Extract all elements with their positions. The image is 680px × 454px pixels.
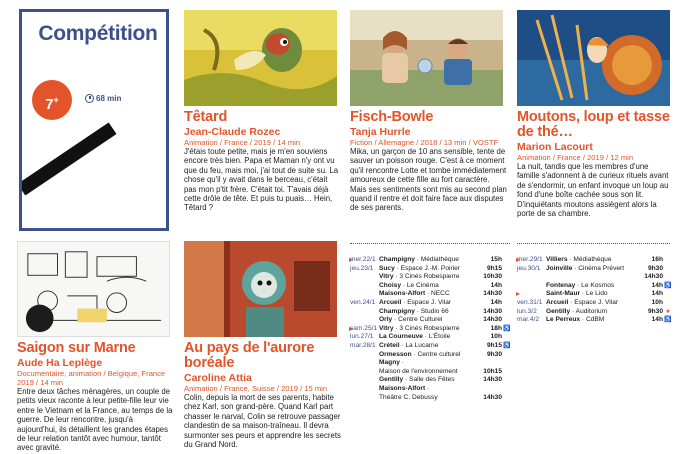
screening-venue: Arcueil · Espace J. Vilar bbox=[546, 298, 619, 306]
accessibility-icon: ♿ bbox=[664, 317, 672, 324]
screening-venue bbox=[546, 273, 641, 282]
film-meta: Animation / France / 2019 / 12 min bbox=[517, 153, 634, 162]
accessibility-icon: ★ bbox=[665, 308, 671, 315]
icon-slot bbox=[502, 290, 512, 299]
screening-row bbox=[350, 299, 512, 308]
film-synopsis: Mika, un garçon de 10 ans sensible, tente de sauver un poisson rouge. C'est à ce moment qu'il rencontre Lotte et tombe immédiatement amoureux de cette fille au fort caractère. Mais ses sentiments sont mis au second plan quand il rentre et doit faire face aux disputes de ses parents. bbox=[350, 147, 507, 213]
film-title: Fisch-Bowle bbox=[350, 109, 434, 125]
screening-row bbox=[350, 256, 512, 265]
icon-slot bbox=[502, 273, 512, 282]
screening-venue: Ormesson · Centre culturel bbox=[379, 350, 461, 358]
screening-row bbox=[350, 385, 512, 394]
screening-date bbox=[517, 273, 546, 282]
screening-time bbox=[480, 359, 502, 368]
screening-time: 14h bbox=[651, 290, 663, 298]
icon-slot bbox=[502, 394, 512, 403]
saigon-image bbox=[17, 241, 170, 337]
screening-venue: Joinville · Cinéma Prévert bbox=[546, 264, 625, 272]
icon-slot bbox=[502, 265, 512, 274]
screening-row bbox=[350, 359, 512, 368]
screening-time: 18h bbox=[490, 324, 502, 332]
schedule-left bbox=[350, 256, 512, 402]
screening-venue: Maison de l'environnement bbox=[379, 367, 458, 375]
screening-row bbox=[350, 342, 512, 351]
schedule-right bbox=[517, 256, 673, 325]
icon-slot bbox=[663, 290, 673, 299]
screening-date bbox=[350, 368, 379, 377]
screening-venue: Maisons-Alfort · NECC bbox=[379, 290, 450, 298]
icon-slot bbox=[502, 368, 512, 377]
film-meta: Fiction / Allemagne / 2018 / 13 min / VOSTF bbox=[350, 138, 499, 147]
screening-date bbox=[350, 394, 379, 403]
aurore-image bbox=[184, 241, 337, 337]
screening-time: 10h bbox=[490, 333, 502, 341]
screening-date: mar.4/2 bbox=[517, 316, 539, 324]
screening-date: jeu.23/1 bbox=[350, 264, 374, 272]
screening-venue: Magny · bbox=[379, 359, 404, 367]
screening-row bbox=[517, 290, 673, 299]
icon-slot bbox=[502, 256, 512, 265]
screening-row bbox=[517, 256, 673, 265]
screening-time: 9h15 bbox=[486, 264, 502, 272]
screening-venue: Maisons-Alfort · bbox=[379, 384, 430, 392]
film-director: Marion Lacourt bbox=[517, 141, 593, 153]
screening-time: 9h30 bbox=[647, 264, 663, 272]
accessibility-icon: ♿ bbox=[503, 342, 511, 349]
screening-date bbox=[350, 385, 379, 394]
icon-slot bbox=[663, 265, 673, 274]
film-meta: Animation / France, Suisse / 2019 / 15 min bbox=[184, 384, 328, 393]
screening-row bbox=[350, 376, 512, 385]
screening-venue: Saint-Maur · Le Lido bbox=[546, 290, 608, 298]
icon-slot bbox=[502, 282, 512, 291]
film-aurore bbox=[184, 341, 342, 449]
screening-date bbox=[517, 290, 546, 299]
screening-venue: Arcueil · Espace J. Vilar bbox=[379, 298, 452, 306]
film-synopsis: Colin, depuis la mort de ses parents, habite chez Karl, son grand-père. Quand Karl part chasser le narval, Colin se retrouve passager clandestin de sa maison-traîneau. Il devra surmonter ses peurs et apprendre les secrets du Grand Nord. bbox=[184, 393, 341, 450]
screening-date bbox=[350, 351, 379, 360]
film-meta: Animation / France / 2019 / 14 min bbox=[184, 138, 301, 147]
screening-row bbox=[517, 282, 673, 291]
film-director: Jean-Claude Rozec bbox=[184, 126, 281, 138]
screening-date bbox=[350, 273, 379, 282]
screening-date: ven.24/1 bbox=[350, 298, 376, 306]
screening-date bbox=[350, 308, 379, 317]
screening-date bbox=[350, 316, 379, 325]
icon-slot bbox=[502, 316, 512, 325]
screening-row bbox=[350, 290, 512, 299]
diagonal-stripe bbox=[19, 122, 117, 195]
screening-time: 15h bbox=[490, 256, 502, 263]
screening-row bbox=[350, 282, 512, 291]
screening-date: mer.29/1 bbox=[517, 256, 546, 265]
screening-row bbox=[517, 299, 673, 308]
screening-time: 14h30 bbox=[483, 307, 502, 315]
accessibility-icon: ♿ bbox=[503, 325, 511, 332]
screening-row bbox=[517, 316, 673, 325]
screening-date bbox=[517, 282, 546, 291]
schedule-divider bbox=[350, 243, 510, 244]
screening-venue: Orly · Centre Culturel bbox=[379, 316, 443, 324]
screening-time: 16h bbox=[651, 256, 663, 263]
film-title: Têtard bbox=[184, 109, 228, 125]
screening-time: 10h30 bbox=[483, 273, 502, 281]
screening-date: lun.3/2 bbox=[517, 307, 537, 315]
screening-time bbox=[480, 385, 502, 394]
screening-date: sam.25/1 bbox=[350, 324, 378, 332]
screening-time: 14h bbox=[490, 298, 502, 306]
screening-time: 10h bbox=[651, 298, 663, 306]
screening-time: 14h30 bbox=[644, 273, 663, 281]
screening-time: 14h30 bbox=[483, 290, 502, 298]
screening-venue: Théâtre C. Debussy bbox=[379, 393, 438, 401]
screening-row bbox=[517, 265, 673, 274]
screening-row bbox=[350, 351, 512, 360]
film-director: Tanja Hurrle bbox=[350, 126, 411, 138]
film-director: Aude Ha Leplège bbox=[17, 357, 103, 369]
film-tetard bbox=[184, 110, 339, 213]
screening-time: 14h30 bbox=[483, 316, 502, 324]
screening-venue: Gentilly · Auditorium bbox=[546, 307, 608, 315]
screening-date bbox=[350, 376, 379, 385]
screening-time: 9h30 bbox=[647, 307, 663, 315]
screening-date: lun.27/1 bbox=[350, 333, 374, 341]
film-title: Moutons, loup et tasse de thé… bbox=[517, 109, 670, 140]
icon-slot bbox=[502, 385, 512, 394]
screening-time: 14h bbox=[651, 316, 663, 324]
screening-venue: Vitry · 3 Cinés Robespierre bbox=[379, 324, 460, 332]
fisch-bowle-image bbox=[350, 10, 503, 106]
icon-slot bbox=[502, 351, 512, 360]
competition-box bbox=[19, 9, 169, 231]
icon-slot bbox=[502, 333, 512, 342]
film-synopsis: La nuit, tandis que les membres d'une famille s'adonnent à de curieux rituels avant de s'endormir, un enfant invoque un loup au fond d'une boîte cachée sous son lit. D'inquiétants moutons assiègent alors la porte de sa chambre. bbox=[517, 162, 669, 219]
screening-time: 14h30 bbox=[483, 393, 502, 401]
screening-date: mer.22/1 bbox=[350, 256, 379, 265]
film-fisch-bowle bbox=[350, 110, 508, 213]
screening-venue: Le Perreux · CdBM bbox=[546, 316, 605, 324]
screening-row bbox=[517, 273, 673, 282]
film-synopsis: Entre deux tâches ménagères, un couple de petits vieux raconte à leur petite-fille leur vie entre le Vietnam et la France, au temps de la guerre. De leur rencontre, jusqu'à aujourd'hui, ils détaillent les grandes étapes de leur relation tantôt avec humour, tantôt avec gravité. bbox=[17, 387, 173, 453]
icon-slot bbox=[502, 359, 512, 368]
screening-time: 14h bbox=[490, 281, 502, 289]
screening-venue: Gentilly · Salle des Fêtes bbox=[379, 376, 455, 384]
accessibility-icon: ♿ bbox=[664, 282, 672, 289]
screening-time: 9h15 bbox=[486, 341, 502, 349]
screening-date: ven.31/1 bbox=[517, 298, 543, 306]
film-director: Caroline Attia bbox=[184, 372, 252, 384]
screening-row bbox=[350, 333, 512, 342]
screening-time: 14h bbox=[651, 281, 663, 289]
screening-venue: Vitry · 3 Cinés Robespierre bbox=[379, 273, 460, 281]
screening-row bbox=[517, 308, 673, 317]
screening-row bbox=[350, 308, 512, 317]
screening-date bbox=[350, 290, 379, 299]
screening-row bbox=[350, 273, 512, 282]
icon-slot bbox=[502, 376, 512, 385]
tetard-image bbox=[184, 10, 337, 106]
clock-icon bbox=[85, 94, 94, 103]
screening-venue: Fontenay · Le Kosmos bbox=[546, 281, 615, 289]
screening-date: mar.28/1 bbox=[350, 341, 376, 349]
icon-slot bbox=[663, 273, 673, 282]
schedule-divider bbox=[517, 243, 670, 244]
screening-time: 10h15 bbox=[483, 367, 502, 375]
film-moutons bbox=[517, 110, 673, 218]
screening-time: 14h30 bbox=[483, 376, 502, 384]
screening-row bbox=[350, 394, 512, 403]
film-saigon bbox=[17, 341, 175, 453]
film-meta: Documentaire, animation / Belgique, France 2019 / 14 min bbox=[17, 369, 166, 387]
icon-slot bbox=[663, 256, 673, 265]
screening-row bbox=[350, 368, 512, 377]
duration: 68 min bbox=[85, 94, 121, 103]
competition-title: Compétition bbox=[38, 22, 158, 45]
screening-date bbox=[350, 282, 379, 291]
icon-slot bbox=[663, 299, 673, 308]
screening-venue: Champigny · Studio 66 bbox=[379, 307, 449, 315]
film-title: Au pays de l'aurore boréale bbox=[184, 340, 315, 371]
film-synopsis: J'étais toute petite, mais je m'en souviens encore très bien. Papa et Maman n'y ont vu que du feu, mais moi, j'ai tout de suite su. La chose qu'il y avait dans le berceau, c'était pas mon p'tit frère. C'était toi. T'avais déjà cette drôle de tête. Et puis tu puais… Hein, Têtard ? bbox=[184, 147, 339, 213]
screening-date: jeu.30/1 bbox=[517, 264, 541, 272]
screening-venue: Créteil · La Lucarne bbox=[379, 341, 439, 349]
moutons-image bbox=[517, 10, 670, 106]
screening-time: 9h30 bbox=[486, 350, 502, 358]
screening-venue: Villiers · Médiathèque bbox=[546, 256, 612, 263]
screening-venue: La Courneuve · L'Étoile bbox=[379, 333, 451, 341]
screening-row bbox=[350, 265, 512, 274]
age-badge: 7+ bbox=[32, 80, 72, 120]
screening-venue: Champigny · Médiathèque bbox=[379, 256, 459, 263]
screening-date bbox=[350, 359, 379, 368]
screening-row bbox=[350, 316, 512, 325]
icon-slot bbox=[502, 308, 512, 317]
screening-venue: Choisy · Le Cinéma bbox=[379, 281, 439, 289]
screening-venue: Sucy · Espace J.-M. Poirier bbox=[379, 264, 460, 272]
film-title: Saigon sur Marne bbox=[17, 340, 136, 356]
icon-slot bbox=[502, 299, 512, 308]
